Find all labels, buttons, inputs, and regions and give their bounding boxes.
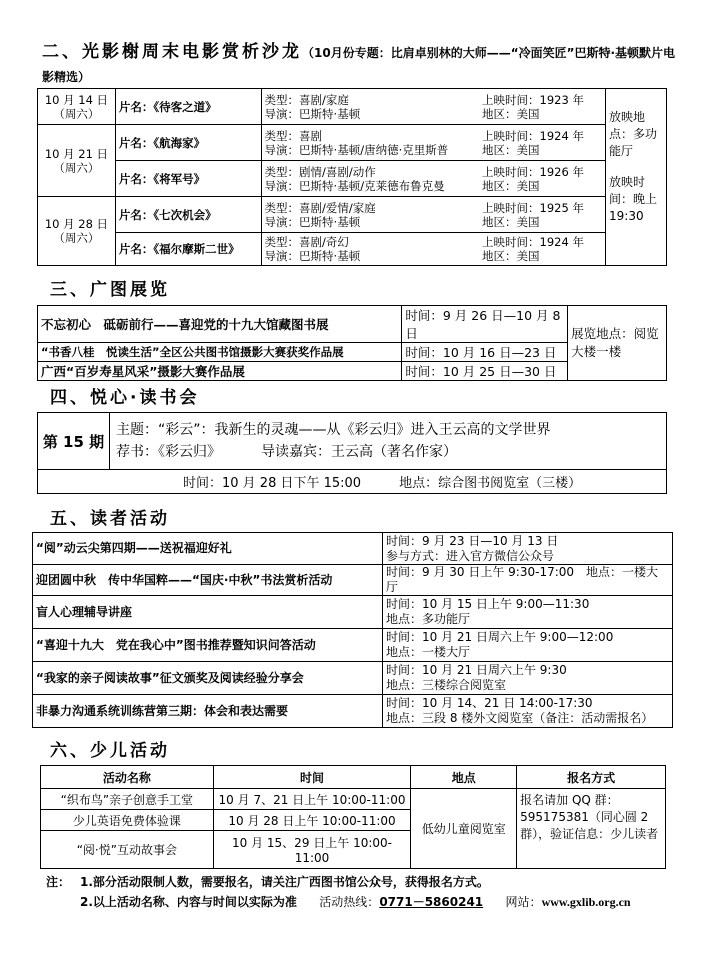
activity-name: “喜迎十九大 党在我心中”图书推荐暨知识问答活动 [33, 629, 383, 662]
activity-info: 时间：9 月 30 日上午 9:30-17:00 地点：一楼大厅 [383, 565, 673, 596]
reading-issue: 第 15 期 [38, 413, 110, 470]
exhibit-place: 展览地点：阅览大楼一楼 [568, 306, 667, 381]
note-1: 1.部分活动限制人数，需要报名，请关注广西图书馆公众号，获得报名方式。 [80, 875, 489, 889]
kids-place: 低幼儿童阅览室 [411, 789, 517, 869]
activity-info: 时间：9 月 23 日—10 月 13 日 参与方式：进入官方微信公众号 [383, 533, 673, 565]
film-info: 类型：喜剧 上映时间：1924 年 导演：巴斯特·基顿/唐纳德·克里斯普 地区：美国 [261, 125, 605, 161]
activity-info: 时间：10 月 15 日上午 9:00—11:30 地点：多功能厅 [383, 596, 673, 629]
reading-details [110, 413, 667, 470]
film-date: 10 月 28 日 （周六） [38, 197, 116, 266]
section-kids-title: 六、少儿活动 [50, 741, 170, 761]
kids-activity-time: 10 月 15、29 日上午 10:00-11:00 [213, 831, 411, 869]
film-venue-cell [606, 89, 667, 266]
exhibit-table [37, 305, 667, 381]
kids-activity-time: 10 月 7、21 日上午 10:00-11:00 [213, 789, 411, 810]
activity-name: 非暴力沟通系统训练营第三期：体会和表达需要 [33, 695, 383, 728]
exhibit-time: 时间：10 月 25 日—30 日 [402, 362, 568, 381]
kids-activity-time: 10 月 28 日上午 10:00-11:00 [213, 810, 411, 831]
website-label: 网站： [505, 895, 542, 909]
film-date: 10 月 14 日 （周六） [38, 89, 116, 125]
kids-activity-name: “织布鸟”亲子创意手工堂 [41, 789, 214, 810]
reading-guest: 导读嘉宾：王云高（著名作家） [261, 444, 457, 460]
exhibit-time: 时间：9 月 26 日—10 月 8 日 [402, 306, 568, 343]
kids-header-time: 时间 [213, 766, 411, 789]
reading-time: 时间：10 月 28 日下午 15:00 [183, 476, 362, 491]
section-title: 二、光影榭周末电影赏析沙龙 [42, 42, 302, 62]
reading-theme: 主题：“彩云”：我新生的灵魂——从《彩云归》进入王云高的文学世界 [116, 422, 551, 438]
activity-name: “阅”动云尖第四期——送祝福迎好礼 [33, 533, 383, 565]
exhibit-name: “书香八桂 悦读生活”全区公共图书馆摄影大赛获奖作品展 [38, 343, 402, 362]
film-title: 片名：《航海家》 [115, 125, 261, 161]
reading-place: 地点：综合图书阅览室（三楼） [399, 476, 582, 491]
film-title: 片名：《将军号》 [115, 161, 261, 197]
section-subtitle: （10月份专题：比肩卓别林的大师——“冷面笑匠”巴斯特·基顿默片电影精选） [42, 46, 676, 84]
activity-info: 时间：10 月 14、21 日 14:00-17:30 地点：三段 8 楼外文阅览室（备注：活动需报名） [383, 695, 673, 728]
film-table [37, 88, 667, 266]
hotline-number: 0771－5860241 [379, 895, 484, 909]
activity-name: “我家的亲子阅读故事”征文颁奖及阅读经验分享会 [33, 662, 383, 695]
film-title: 片名：《福尔摩斯二世》 [115, 233, 261, 266]
film-info: 类型：喜剧/奇幻 上映时间：1924 年 导演：巴斯特·基顿 地区：美国 [261, 233, 605, 266]
section-reading-title: 四、悦心·读书会 [50, 388, 200, 408]
activity-name: 迎团圆中秋 传中华国粹——“国庆·中秋”书法赏析活动 [33, 565, 383, 596]
kids-header-name: 活动名称 [41, 766, 214, 789]
film-info: 类型：喜剧/家庭 上映时间：1923 年 导演：巴斯特·基顿 地区：美国 [261, 89, 605, 125]
exhibit-name: 广西“百岁寿星风采”摄影大赛作品展 [38, 362, 402, 381]
hotline-label: 活动热线： [319, 895, 380, 909]
film-time: 放映时间：晚上 19:30 [609, 175, 658, 223]
note-2: 2.以上活动名称、内容与时间以实际为准 [80, 895, 297, 909]
film-info: 类型：喜剧/爱情/家庭 上映时间：1925 年 导演：巴斯特·基顿 地区：美国 [261, 197, 605, 233]
section-reader-title: 五、读者活动 [50, 509, 170, 529]
website-link[interactable]: www.gxlib.org.cn [541, 895, 631, 909]
film-title: 片名：《待客之道》 [115, 89, 261, 125]
kids-header-place: 地点 [411, 766, 517, 789]
section-exhibit-title: 三、广图展览 [50, 280, 170, 300]
film-date: 10 月 21 日 （周六） [38, 125, 116, 197]
section-film-heading [42, 40, 682, 89]
film-title: 片名：《七次机会》 [115, 197, 261, 233]
film-venue: 放映地点：多功能厅 [609, 110, 658, 158]
reading-club-table [37, 412, 667, 494]
notes-label: 注： [46, 875, 71, 889]
kids-activity-name: 少儿英语免费体验课 [41, 810, 214, 831]
kids-activity-table [40, 765, 666, 869]
activity-info: 时间：10 月 21 日周六上午 9:30 地点：三楼综合阅览室 [383, 662, 673, 695]
reading-book: 荐书：《彩云归》 [116, 444, 221, 460]
exhibit-time: 时间：10 月 16 日—23 日 [402, 343, 568, 362]
reading-time-place [38, 470, 667, 494]
reader-activity-table [32, 532, 673, 728]
film-info: 类型：剧情/喜剧/动作 上映时间：1926 年 导演：巴斯特·基顿/克莱德布鲁克曼 地区：美国 [261, 161, 605, 197]
activity-info: 时间：10 月 21 日周六上午 9:00—12:00 地点：一楼大厅 [383, 629, 673, 662]
activity-name: 盲人心理辅导讲座 [33, 596, 383, 629]
kids-activity-name: “阅·悦”互动故事会 [41, 831, 214, 869]
kids-header-signup: 报名方式 [517, 766, 666, 789]
exhibit-name: 不忘初心 砥砺前行——喜迎党的十九大馆藏图书展 [38, 306, 402, 343]
reading-book-guest [116, 441, 663, 463]
note-2-line [80, 893, 670, 910]
kids-signup: 报名请加 QQ 群：595175381（同心圆 2 群），验证信息：少儿读者 [517, 789, 666, 869]
